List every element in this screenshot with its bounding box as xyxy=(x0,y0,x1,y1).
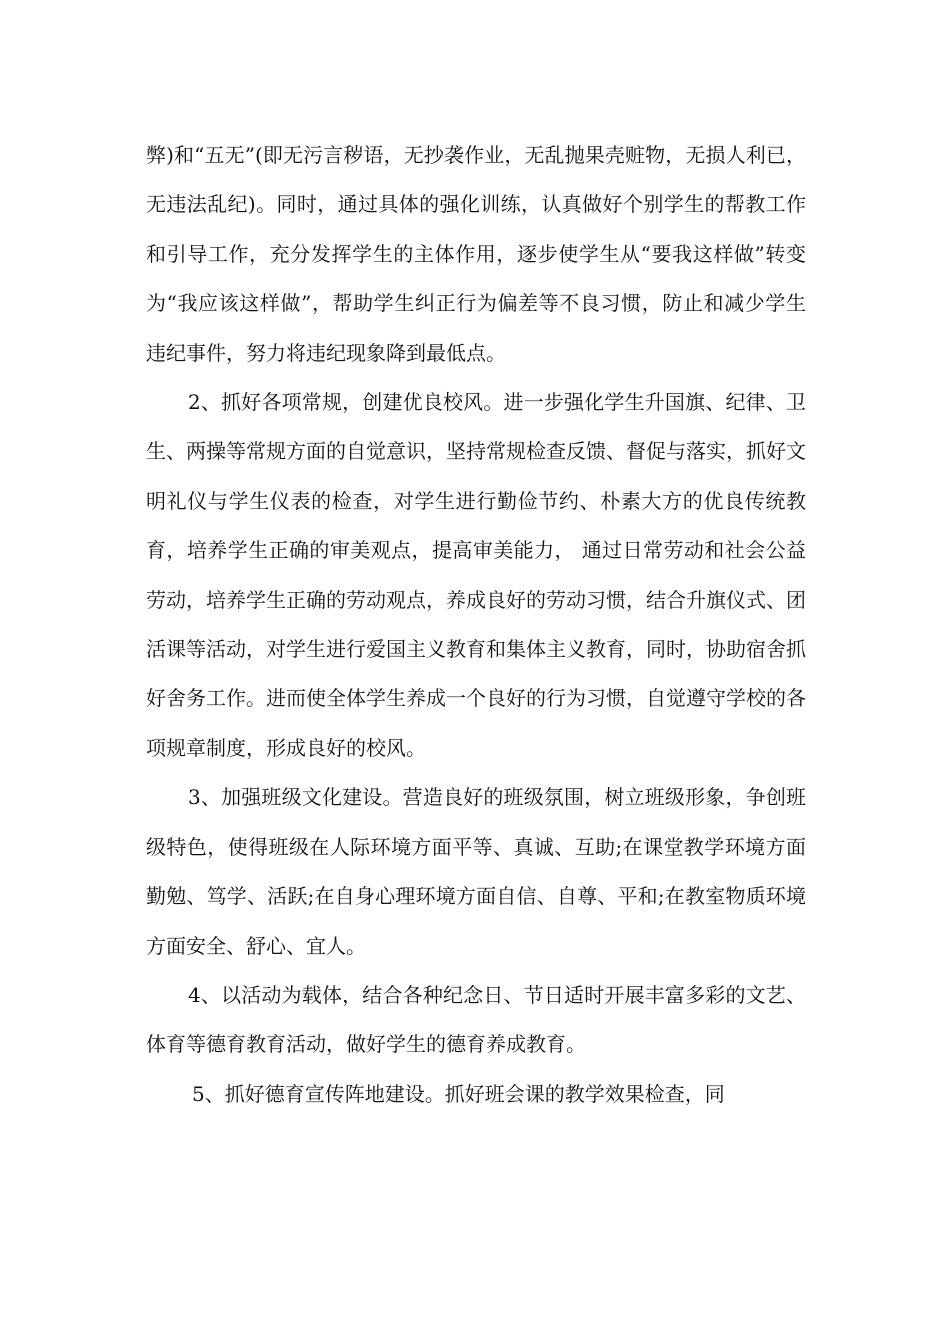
paragraph-item-2: 2、抓好各项常规，创建优良校风。进一步强化学生升国旗、纪律、卫生、两操等常规方面的自觉意识，坚持常规检查反馈、督促与落实，抓好文明礼仪与学生仪表的检查，对学生进行勤俭节约、朴素大方的优良传统教育，培养学生正确的审美观点，提高审美能力， 通过日常劳动和社会公益劳动，培养学生正确的劳动观点，养成良好的劳动习惯，结合升旗仪式、团活课等活动，对学生进行爱国主义教育和集体主义教育，同时，协助宿舍抓好舍务工作。进而使全体学生养成一个良好的行为习惯，自觉遵守学校的各项规章制度，形成良好的校风。 xyxy=(146,390,806,760)
paragraph-item-5: 5、抓好德育宣传阵地建设。抓好班会课的教学效果检查，同 xyxy=(192,1081,725,1106)
document-page xyxy=(146,131,806,1119)
paragraph-continuation: 弊)和“五无”(即无污言秽语，无抄袭作业，无乱抛果壳赃物，无损人利已，无违法乱纪)。同时，通过具体的强化训练，认真做好个别学生的帮教工作和引导工作，充分发挥学生的主体作用，逐步使学生从“要我这样做”转变为“我应该这样做”，帮助学生纠正行为偏差等不良习惯，防止和减少学生违纪事件，努力将违纪现象降到最低点。 xyxy=(146,143,806,365)
paragraph-item-4: 4、以活动为载体，结合各种纪念日、节日适时开展丰富多彩的文艺、体育等德育教育活动，做好学生的德育养成教育。 xyxy=(146,982,806,1057)
paragraph-item-3: 3、加强班级文化建设。营造良好的班级氛围，树立班级形象，争创班级特色，使得班级在人际环境方面平等、真诚、互助;在课堂教学环境方面勤勉、笃学、活跃;在自身心理环境方面自信、自尊、平和;在教室物质环境方面安全、舒心、宜人。 xyxy=(146,785,806,958)
